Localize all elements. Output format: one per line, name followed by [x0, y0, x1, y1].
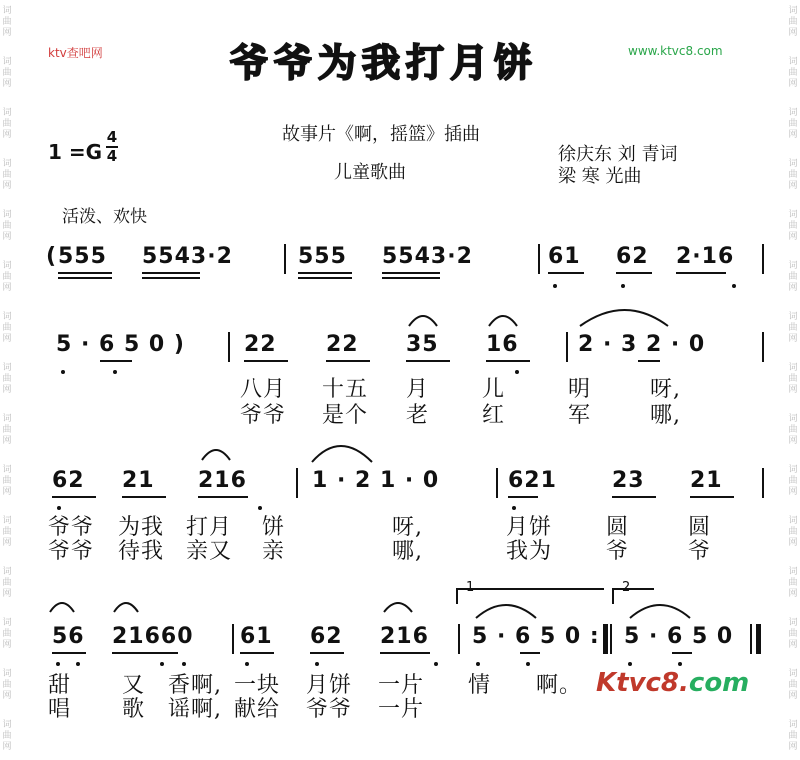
lyric-verse-1: 爷爷: [48, 515, 95, 540]
lyric-verse-2: 爷: [606, 539, 630, 564]
lyric-verse-2: 唱: [48, 697, 72, 722]
side-watermark-char: 曲: [788, 119, 798, 129]
lyric-verse-2: 亲又: [186, 539, 233, 564]
side-watermark-char: 词: [788, 465, 798, 475]
notation-group: 2·16: [676, 244, 735, 269]
lyric-verse-2: 谣啊,: [168, 697, 222, 722]
lyric-verse-1: 十五: [322, 377, 369, 402]
side-watermark-char: 词: [2, 669, 12, 679]
side-watermark-char: 词: [788, 363, 798, 373]
key-signature: 1 =G: [48, 140, 103, 164]
lyric-verse-1: 月饼: [506, 515, 553, 540]
notation-group: 21: [122, 468, 155, 493]
side-watermark-char: 词: [788, 618, 798, 628]
lyric-verse-1: 饼: [262, 515, 286, 540]
side-watermark-char: 曲: [2, 119, 12, 129]
side-watermark-char: 网: [2, 589, 12, 599]
side-watermark-char: 曲: [2, 68, 12, 78]
side-watermark-char: 曲: [788, 221, 798, 231]
side-watermark-char: 曲: [788, 272, 798, 282]
lyric-verse-1: 儿: [482, 377, 506, 402]
notation-group: 1 · 2 1 · 0: [312, 468, 440, 493]
side-watermark-char: 网: [788, 640, 798, 650]
side-watermark-char: 词: [2, 720, 12, 730]
side-watermark-char: 网: [788, 232, 798, 242]
lyric-verse-2: 歌: [122, 697, 146, 722]
side-watermark-char: 曲: [2, 476, 12, 486]
notation-group: 62: [616, 244, 649, 269]
lyric-verse-1: 为我: [118, 515, 165, 540]
side-watermark-char: 曲: [788, 680, 798, 690]
side-watermark-char: 网: [788, 691, 798, 701]
side-watermark-char: 词: [788, 108, 798, 118]
volta-2-bracket: [612, 588, 654, 604]
lyric-verse-2: 老: [406, 403, 430, 428]
side-watermark-char: 词: [788, 57, 798, 67]
notation-group: 21660: [112, 624, 194, 649]
side-watermark-char: 网: [2, 742, 12, 752]
side-watermark-char: 词: [788, 516, 798, 526]
lyric-verse-2: 哪,: [392, 539, 423, 564]
side-watermark-char: 曲: [788, 170, 798, 180]
side-watermark-char: 网: [2, 130, 12, 140]
lyric-verse-2: 爷爷: [48, 539, 95, 564]
side-watermark-char: 曲: [2, 527, 12, 537]
lyric-verse-1: 呀,: [392, 515, 423, 540]
notation-group: 22: [326, 332, 359, 357]
subtitle: 故事片《啊，摇篮》插曲: [282, 124, 480, 145]
lyric-verse-1: 圆: [688, 515, 712, 540]
lyric-verse-2: 爷爷: [240, 403, 287, 428]
notation-group: 5543·2: [382, 244, 473, 269]
lyricist-credit: 徐庆东 刘 青词: [558, 144, 678, 165]
lyric-verse-2: 爷爷: [306, 697, 353, 722]
notation-group: 2 · 3 2 · 0: [578, 332, 706, 357]
side-watermark-char: 词: [2, 210, 12, 220]
lyric-verse-1: 又: [122, 673, 146, 698]
side-watermark-char: 网: [2, 436, 12, 446]
side-watermark-char: 网: [788, 742, 798, 752]
lyric-verse-2: 待我: [118, 539, 165, 564]
lyric-verse-1: 圆: [606, 515, 630, 540]
side-watermark-char: 网: [788, 538, 798, 548]
side-watermark-char: 词: [2, 108, 12, 118]
side-watermark-char: 网: [2, 640, 12, 650]
side-watermark-char: 网: [788, 130, 798, 140]
notation-group: 216: [198, 468, 247, 493]
site-watermark-left: ktv查吧网: [48, 46, 103, 60]
lyric-verse-1: 月: [406, 377, 430, 402]
side-watermark-char: 网: [788, 334, 798, 344]
volta-1-number: 1: [466, 580, 475, 595]
side-watermark-char: 曲: [788, 17, 798, 27]
notation-group: 555: [58, 244, 107, 269]
side-watermark-char: 词: [2, 6, 12, 16]
volta-2-number: 2: [622, 580, 631, 595]
notation-group: (: [46, 244, 58, 269]
lyric-verse-2: 我为: [506, 539, 553, 564]
side-watermark-char: 词: [788, 261, 798, 271]
side-watermark-char: 词: [788, 6, 798, 16]
side-watermark-char: 词: [788, 669, 798, 679]
side-watermark-char: 词: [788, 210, 798, 220]
side-watermark-char: 曲: [788, 425, 798, 435]
notation-group: 5 · 6 5 0 ): [56, 332, 185, 357]
notation-group: 5 · 6 5 0: [624, 624, 734, 649]
side-watermark-char: 网: [788, 436, 798, 446]
side-watermark-char: 网: [788, 385, 798, 395]
side-watermark-char: 曲: [2, 731, 12, 741]
lyric-verse-1: 香啊,: [168, 673, 222, 698]
notation-group: 61: [240, 624, 273, 649]
side-watermark-char: 网: [2, 691, 12, 701]
lyric-verse-1: 明: [568, 377, 592, 402]
side-watermark-char: 词: [2, 516, 12, 526]
side-watermark-char: 词: [2, 465, 12, 475]
lyric-verse-1: 一片: [378, 673, 425, 698]
notation-group: 22: [244, 332, 277, 357]
side-watermark-char: 词: [788, 720, 798, 730]
side-watermark-char: 词: [788, 414, 798, 424]
side-watermark-char: 曲: [2, 680, 12, 690]
side-watermark-char: 网: [788, 283, 798, 293]
lyric-verse-2: 亲: [262, 539, 286, 564]
side-watermark-char: 网: [2, 79, 12, 89]
side-watermark-char: 网: [2, 283, 12, 293]
ktvc8-logo: [596, 668, 749, 698]
notation-group: 61: [548, 244, 581, 269]
side-watermark-char: 曲: [2, 17, 12, 27]
site-watermark-right: www.ktvc8.com: [628, 44, 723, 58]
side-watermark-char: 曲: [2, 374, 12, 384]
side-watermark-char: 网: [788, 79, 798, 89]
notation-group: 555: [298, 244, 347, 269]
notation-group: 216: [380, 624, 429, 649]
notation-group: 23: [612, 468, 645, 493]
lyric-verse-2: 军: [568, 403, 592, 428]
time-signature-top: 4: [106, 128, 118, 146]
side-watermark-char: 曲: [788, 323, 798, 333]
side-watermark-char: 曲: [2, 578, 12, 588]
notation-group: 16: [486, 332, 519, 357]
side-watermark-char: 网: [788, 28, 798, 38]
notation-group: 21: [690, 468, 723, 493]
side-watermark-char: 曲: [788, 68, 798, 78]
lyric-verse-1: 情: [468, 673, 492, 698]
side-watermark-char: 曲: [788, 476, 798, 486]
side-watermark-char: 网: [2, 232, 12, 242]
side-watermark-char: 词: [2, 363, 12, 373]
side-watermark-char: 词: [2, 618, 12, 628]
lyric-verse-1: 呀,: [650, 377, 681, 402]
side-watermark-char: 曲: [2, 425, 12, 435]
tempo-marking: 活泼、欢快: [62, 207, 147, 227]
notation-group: 621: [508, 468, 557, 493]
notation-group: 62: [310, 624, 343, 649]
side-watermark-char: 网: [2, 28, 12, 38]
lyric-verse-1: 月饼: [306, 673, 353, 698]
lyric-verse-2: 哪,: [650, 403, 681, 428]
side-watermark-char: 网: [2, 334, 12, 344]
side-watermark-char: 网: [2, 385, 12, 395]
side-watermark-char: 词: [2, 261, 12, 271]
notation-group: 35: [406, 332, 439, 357]
side-watermark-char: 词: [2, 312, 12, 322]
side-watermark-char: 网: [788, 589, 798, 599]
side-watermark-char: 曲: [2, 272, 12, 282]
lyric-verse-1: 八月: [240, 377, 287, 402]
side-watermark-char: 词: [2, 567, 12, 577]
lyric-verse-2: 献给: [234, 697, 281, 722]
lyric-verse-2: 红: [482, 403, 506, 428]
side-watermark-char: 词: [788, 312, 798, 322]
side-watermark-char: 曲: [2, 170, 12, 180]
notation-group: 5543·2: [142, 244, 233, 269]
side-watermark-char: 曲: [2, 221, 12, 231]
side-watermark-char: 词: [788, 159, 798, 169]
side-watermark-char: 网: [2, 181, 12, 191]
side-watermark-char: 网: [2, 487, 12, 497]
side-watermark-char: 网: [2, 538, 12, 548]
side-watermark-char: 曲: [2, 629, 12, 639]
side-watermark-char: 曲: [788, 629, 798, 639]
lyric-verse-2: 一片: [378, 697, 425, 722]
side-watermark-char: 词: [2, 57, 12, 67]
side-watermark-char: 网: [788, 181, 798, 191]
genre: 儿童歌曲: [334, 162, 406, 183]
lyric-verse-2: 爷: [688, 539, 712, 564]
song-title: 爷爷为我打月饼: [230, 41, 539, 85]
logo-green-text: com: [688, 668, 750, 698]
side-watermark-char: 曲: [788, 578, 798, 588]
volta-1-bracket: [456, 588, 604, 604]
notation-group: 62: [52, 468, 85, 493]
side-watermark-char: 曲: [788, 731, 798, 741]
side-watermark-char: 曲: [788, 527, 798, 537]
side-watermark-char: 词: [2, 414, 12, 424]
side-watermark-char: 词: [788, 567, 798, 577]
composer-credit: 梁 寒 光曲: [558, 166, 642, 187]
lyric-verse-1: 甜: [48, 673, 72, 698]
logo-red-text: Ktvc8.: [596, 668, 689, 698]
notation-group: 5 · 6 5 0 :: [472, 624, 600, 649]
lyric-verse-2: 是个: [322, 403, 369, 428]
lyric-verse-1: 啊。: [536, 673, 583, 698]
notation-group: 56: [52, 624, 85, 649]
side-watermark-char: 曲: [2, 323, 12, 333]
side-watermark-char: 词: [2, 159, 12, 169]
side-watermark-char: 曲: [788, 374, 798, 384]
lyric-verse-1: 打月: [186, 515, 233, 540]
time-signature-bottom: 4: [106, 147, 118, 165]
side-watermark-char: 网: [788, 487, 798, 497]
lyric-verse-1: 一块: [234, 673, 281, 698]
